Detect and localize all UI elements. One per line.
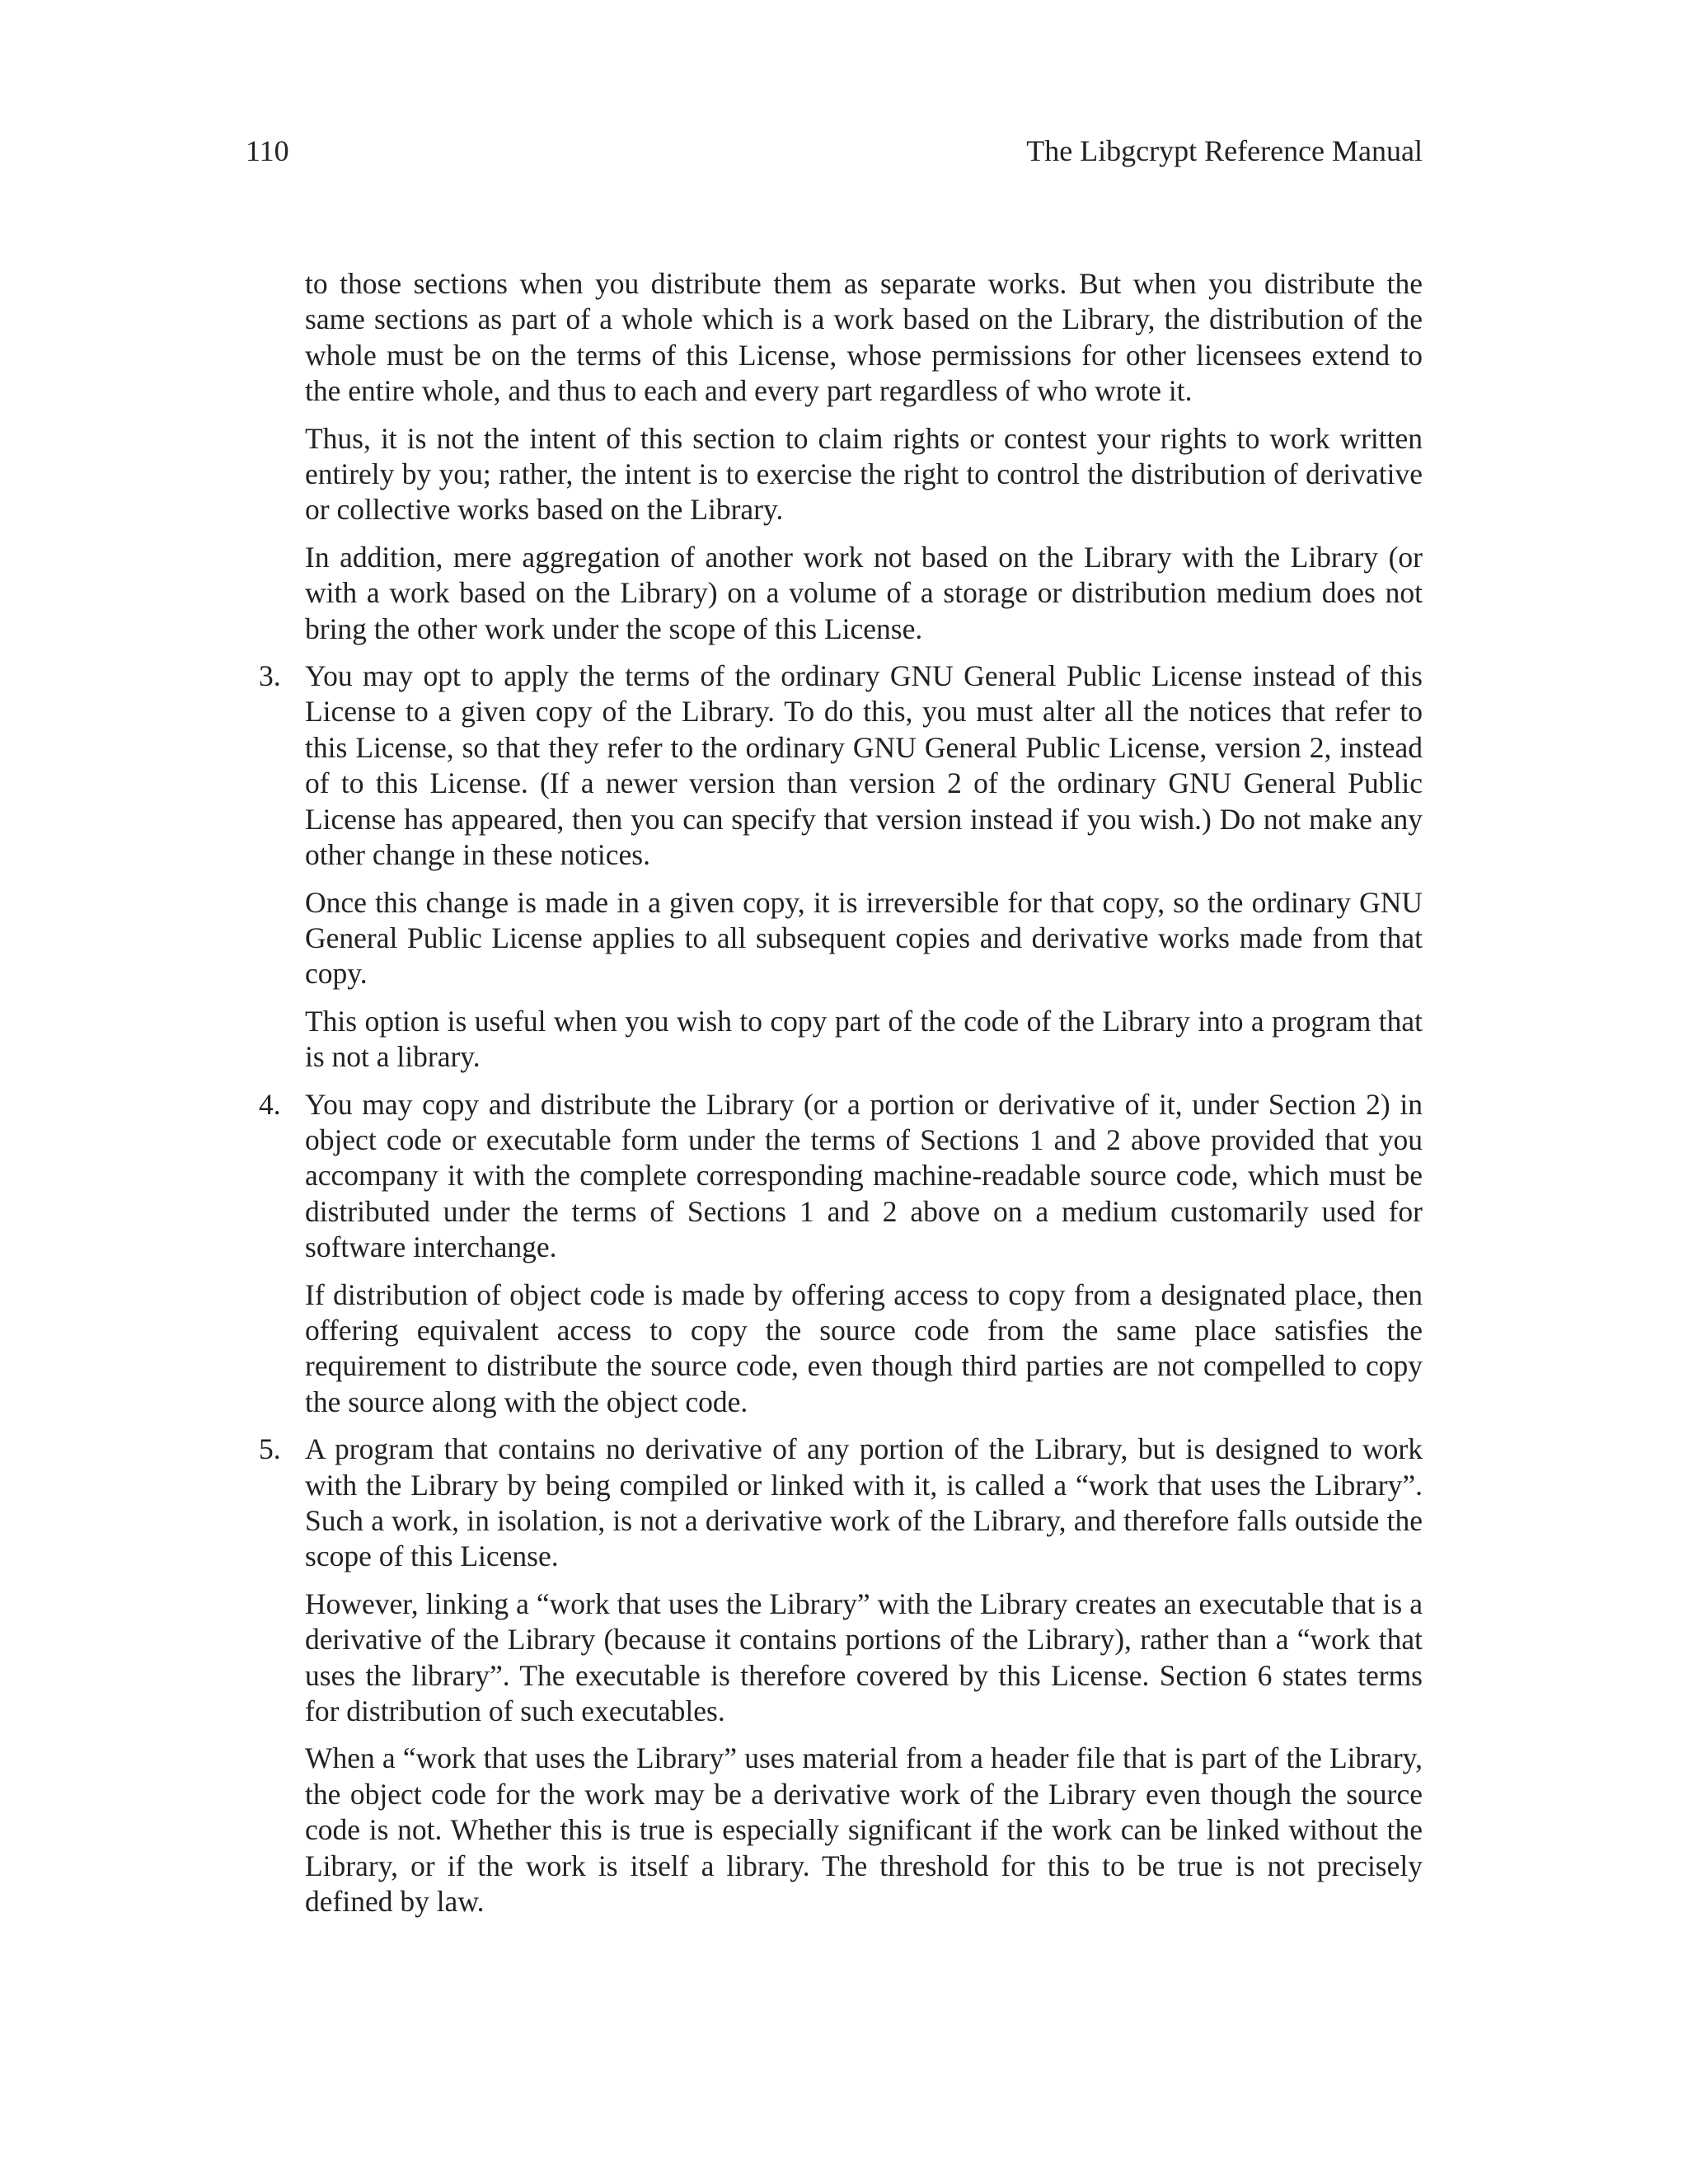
item-number: 4.	[259, 1087, 281, 1121]
paragraph: to those sections when you distribute them as separate works. But when you distribute the same sections as part of a whole which is a work based on the Library, the distribution of the whole must be on the terms of this License, whose permissions for other licensees extend to the entire whole, and thus to each and every part regardless of who wrote it.	[305, 267, 1423, 408]
page-number: 110	[246, 134, 289, 167]
paragraph: When a “work that uses the Library” uses material from a header file that is part of the Library, the object code for the work may be a derivative work of the Library even though the source code is not. Whether this is true is especially significant if the work can be linked without the Library, or if the work is itself a library. The threshold for this to be true is not precisely defined by law.	[305, 1741, 1423, 1919]
paragraph: Once this change is made in a given copy, it is irreversible for that copy, so the ordinary GNU General Public License applies to all subsequent copies and derivative works made from that copy.	[305, 885, 1423, 991]
item-number: 3.	[259, 659, 281, 693]
paragraph: Thus, it is not the intent of this section to claim rights or contest your rights to work written entirely by you; rather, the intent is to exercise the right to control the distribution of derivative or collective works based on the Library.	[305, 421, 1423, 527]
paragraph: You may copy and distribute the Library (or a portion or derivative of it, under Section 2) in object code or executable form under the terms of Sections 1 and 2 above provided that you accompany it with the complete corresponding machine-readable source code, which must be distributed under the terms of Sections 1 and 2 above on a medium customarily used for software interchange.	[305, 1087, 1423, 1264]
running-header	[246, 130, 1423, 171]
license-sections-list	[259, 658, 1423, 1919]
license-text-body	[259, 266, 1423, 1931]
paragraph: However, linking a “work that uses the Library” with the Library creates an executable that is a derivative of the Library (because it contains portions of the Library), rather than a “work that uses the library”. The executable is therefore covered by this License. Section 6 states terms for distribution of such executables.	[305, 1586, 1423, 1728]
paragraph: In addition, mere aggregation of another work not based on the Library with the Library (or with a work based on the Library) on a volume of a storage or distribution medium does not bring the other work under the scope of this License.	[305, 540, 1423, 645]
paragraph: You may opt to apply the terms of the ordinary GNU General Public License instead of this License to a given copy of the Library. To do this, you must alter all the notices that refer to this License, so that they refer to the ordinary GNU General Public License, version 2, instead of to this License. (If a newer version than version 2 of the ordinary GNU General Public License has appeared, then you can specify that version instead if you wish.) Do not make any other change in these notices.	[305, 659, 1423, 872]
list-item-section-4	[259, 1087, 1423, 1421]
list-item-section-3	[259, 658, 1423, 1075]
paragraph: This option is useful when you wish to copy part of the code of the Library into a program that is not a library.	[305, 1004, 1423, 1074]
paragraph: If distribution of object code is made by offering access to copy from a designated place, then offering equivalent access to copy the source code from the same place satisfies the requirement to distribute the source code, even though third parties are not compelled to copy the source along with the object code.	[305, 1277, 1423, 1418]
item-number: 5.	[259, 1432, 281, 1466]
paragraph: A program that contains no derivative of any portion of the Library, but is designed to work with the Library by being compiled or linked with it, is called a “work that uses the Library”. Such a work, in isolation, is not a derivative work of the Library, and therefore falls outside the scope of this License.	[305, 1432, 1423, 1573]
list-item-section-5	[259, 1432, 1423, 1919]
running-title: The Libgcrypt Reference Manual	[1026, 134, 1423, 167]
